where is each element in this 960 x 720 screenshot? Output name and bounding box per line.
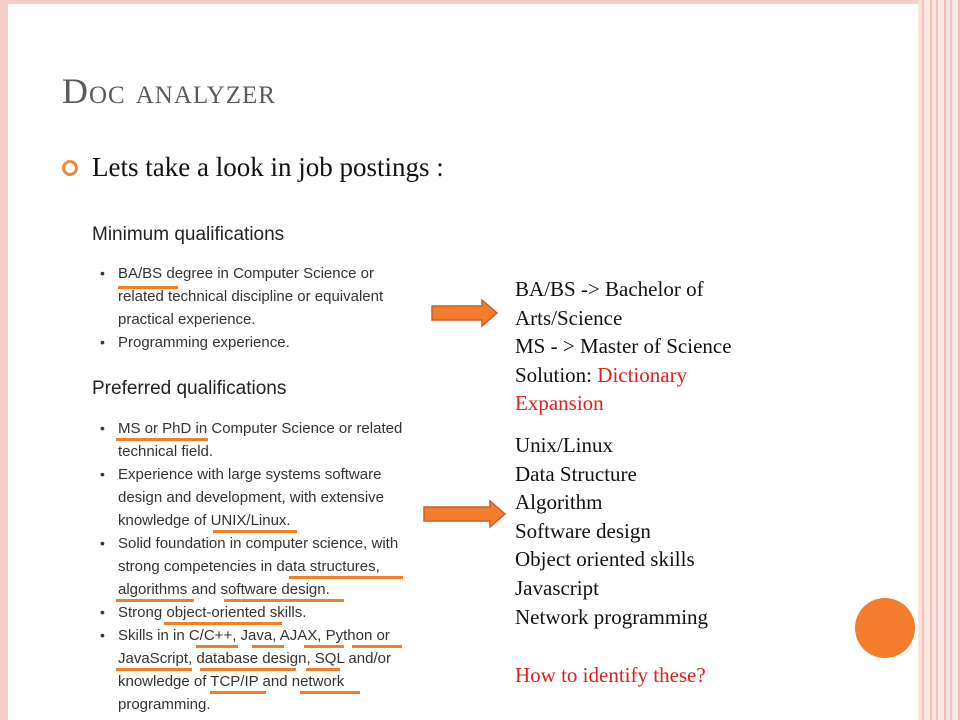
skill-item: Object oriented skills — [515, 547, 695, 572]
slide-title: Doc analyzer — [62, 71, 276, 111]
posting-line: knowledge of TCP/IP and network — [118, 673, 345, 690]
underline-mark — [304, 645, 344, 648]
underline-mark — [164, 622, 282, 625]
posting-bullet: • — [100, 334, 105, 350]
underline-mark — [116, 668, 192, 671]
posting-bullet: • — [100, 604, 105, 620]
underline-mark — [224, 599, 344, 602]
solution-text-continued: Expansion — [515, 391, 604, 416]
pref-qualifications-title: Preferred qualifications — [92, 378, 287, 399]
skill-item: Javascript — [515, 575, 599, 600]
explanation-skills — [515, 431, 708, 690]
frame-right-stripes — [918, 0, 960, 720]
posting-line: design and development, with extensive — [118, 489, 385, 506]
posting-line: Skills in in C/C++, Java, AJAX, Python or — [118, 627, 390, 644]
underline-mark — [196, 645, 238, 648]
posting-line: BA/BS degree in Computer Science or — [118, 265, 374, 282]
decorative-circle — [855, 598, 915, 658]
posting-line: Experience with large systems software — [118, 466, 382, 483]
posting-line: JavaScript, database design, SQL and/or — [118, 650, 391, 667]
frame-top-border — [0, 0, 960, 4]
arrow-right-icon — [430, 298, 500, 328]
posting-line: Strong object-oriented skills. — [118, 604, 307, 621]
skill-item: Software design — [515, 518, 651, 543]
arrow-right-icon — [422, 499, 508, 529]
posting-line: Solid foundation in computer science, with — [118, 535, 399, 552]
explain-line: Arts/Science — [515, 305, 623, 330]
main-bullet — [62, 152, 444, 183]
posting-line: knowledge of UNIX/Linux. — [118, 512, 291, 529]
posting-bullet: • — [100, 265, 105, 281]
posting-line: practical experience. — [118, 311, 256, 328]
underline-mark — [252, 645, 284, 648]
main-bullet-text: Lets take a look in job postings : — [92, 152, 444, 182]
skill-item: Network programming — [515, 604, 709, 629]
skill-item: Data Structure — [515, 461, 637, 486]
posting-line: technical field. — [118, 443, 214, 460]
skill-item: Algorithm — [515, 490, 603, 515]
underline-mark — [116, 438, 208, 441]
spacer — [515, 631, 708, 661]
solution-line — [515, 361, 732, 390]
posting-line: Programming experience. — [118, 334, 290, 351]
underline-mark — [213, 530, 297, 533]
underline-mark — [200, 668, 296, 671]
solution-text: Dictionary — [597, 362, 688, 387]
question-text: How to identify these? — [515, 663, 706, 688]
underline-mark — [300, 691, 360, 694]
posting-bullet: • — [100, 627, 105, 643]
job-posting-image — [86, 218, 446, 718]
solution-label: Solution: — [515, 362, 598, 387]
min-qualifications-title: Minimum qualifications — [92, 224, 285, 245]
underline-mark — [289, 576, 403, 579]
posting-bullet: • — [100, 420, 105, 436]
underline-mark — [352, 645, 402, 648]
posting-line: strong competencies in data structures, — [118, 558, 380, 575]
underline-mark — [210, 691, 266, 694]
posting-bullet: • — [100, 466, 105, 482]
posting-line: algorithms and software design. — [118, 581, 330, 598]
explanation-abbreviations — [515, 275, 732, 418]
posting-line: programming. — [118, 696, 211, 713]
bullet-ring-icon — [62, 160, 78, 176]
frame-left-border — [0, 0, 8, 720]
skill-item: Unix/Linux — [515, 433, 613, 457]
posting-bullet: • — [100, 535, 105, 551]
posting-line: MS or PhD in Computer Science or related — [118, 420, 403, 437]
explain-line: MS - > Master of Science — [515, 334, 732, 359]
underline-mark — [306, 668, 340, 671]
underline-mark — [116, 599, 194, 602]
explain-line: BA/BS -> Bachelor of — [515, 277, 704, 301]
posting-line: related technical discipline or equivalent — [118, 288, 384, 305]
